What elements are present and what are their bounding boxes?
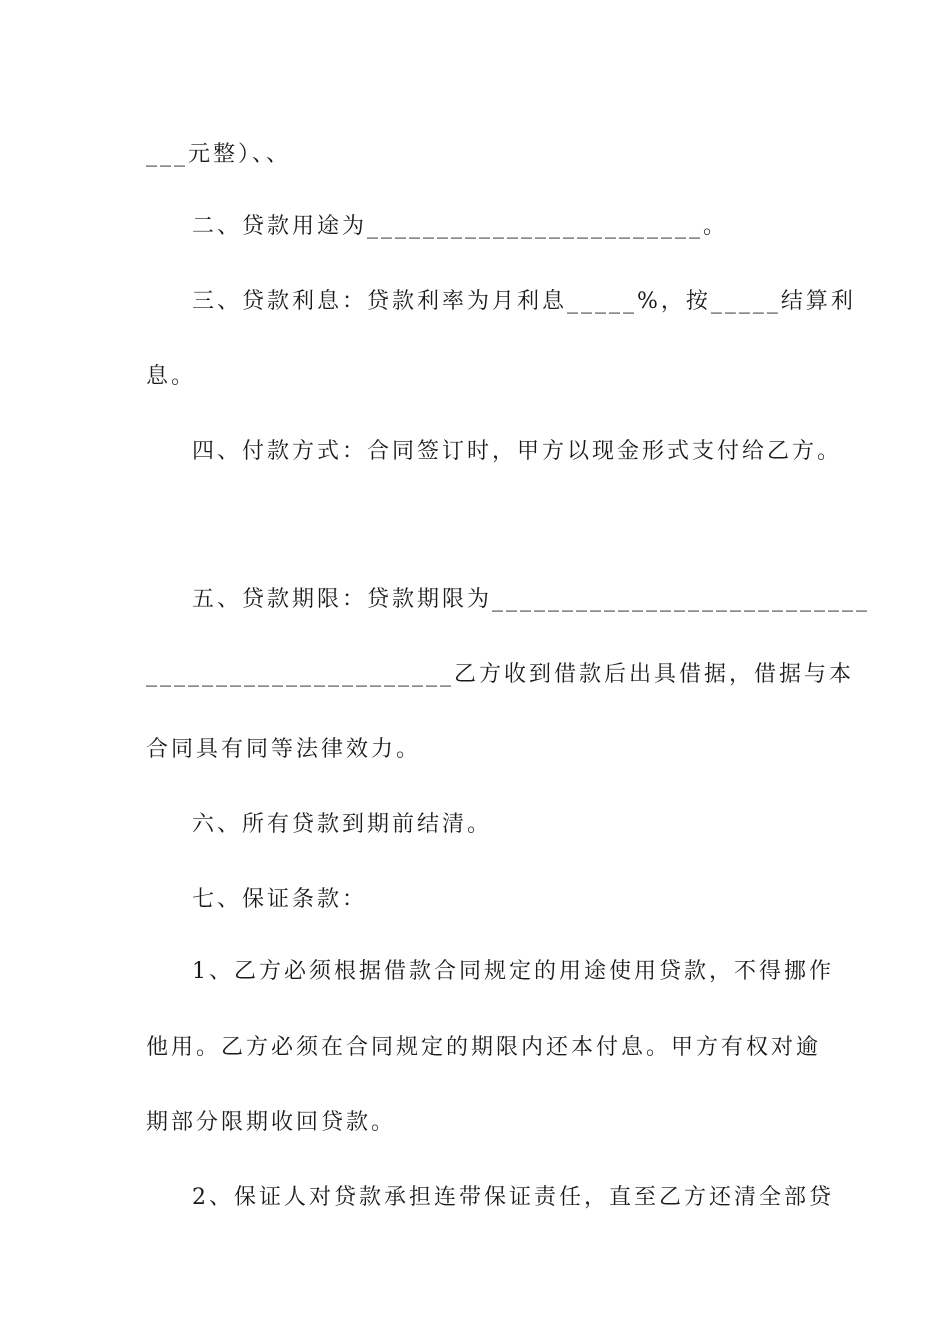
paragraph-line-guarantee-1: 1、乙方必须根据借款合同规定的用途使用贷款，不得挪作 bbox=[192, 959, 834, 984]
paragraph-line-guarantee-1-cont: 他用。乙方必须在合同规定的期限内还本付息。甲方有权对逾 bbox=[146, 1035, 822, 1060]
paragraph-line-loan-term-cont: ______________________乙方收到借款后出具借据，借据与本 bbox=[146, 662, 855, 687]
paragraph-line-loan-interest: 三、贷款利息：贷款利率为月利息_____%，按_____结算利 bbox=[192, 289, 856, 314]
paragraph-line-amount-end: ___元整）、、 bbox=[146, 142, 292, 167]
paragraph-line-loan-term-end: 合同具有同等法律效力。 bbox=[146, 737, 422, 762]
paragraph-line-guarantee-1-end: 期部分限期收回贷款。 bbox=[146, 1110, 397, 1135]
paragraph-line-loan-interest-cont: 息。 bbox=[146, 364, 197, 389]
paragraph-line-loan-term: 五、贷款期限：贷款期限为___________________________ bbox=[192, 587, 871, 612]
paragraph-line-settlement: 六、所有贷款到期前结清。 bbox=[192, 812, 493, 837]
paragraph-line-guarantee-heading: 七、保证条款： bbox=[192, 887, 368, 912]
paragraph-line-guarantee-2: 2、保证人对贷款承担连带保证责任，直至乙方还清全部贷 bbox=[192, 1185, 834, 1210]
paragraph-line-loan-purpose: 二、贷款用途为________________________。 bbox=[192, 214, 729, 239]
paragraph-line-payment-method: 四、付款方式：合同签订时，甲方以现金形式支付给乙方。 bbox=[192, 439, 843, 464]
